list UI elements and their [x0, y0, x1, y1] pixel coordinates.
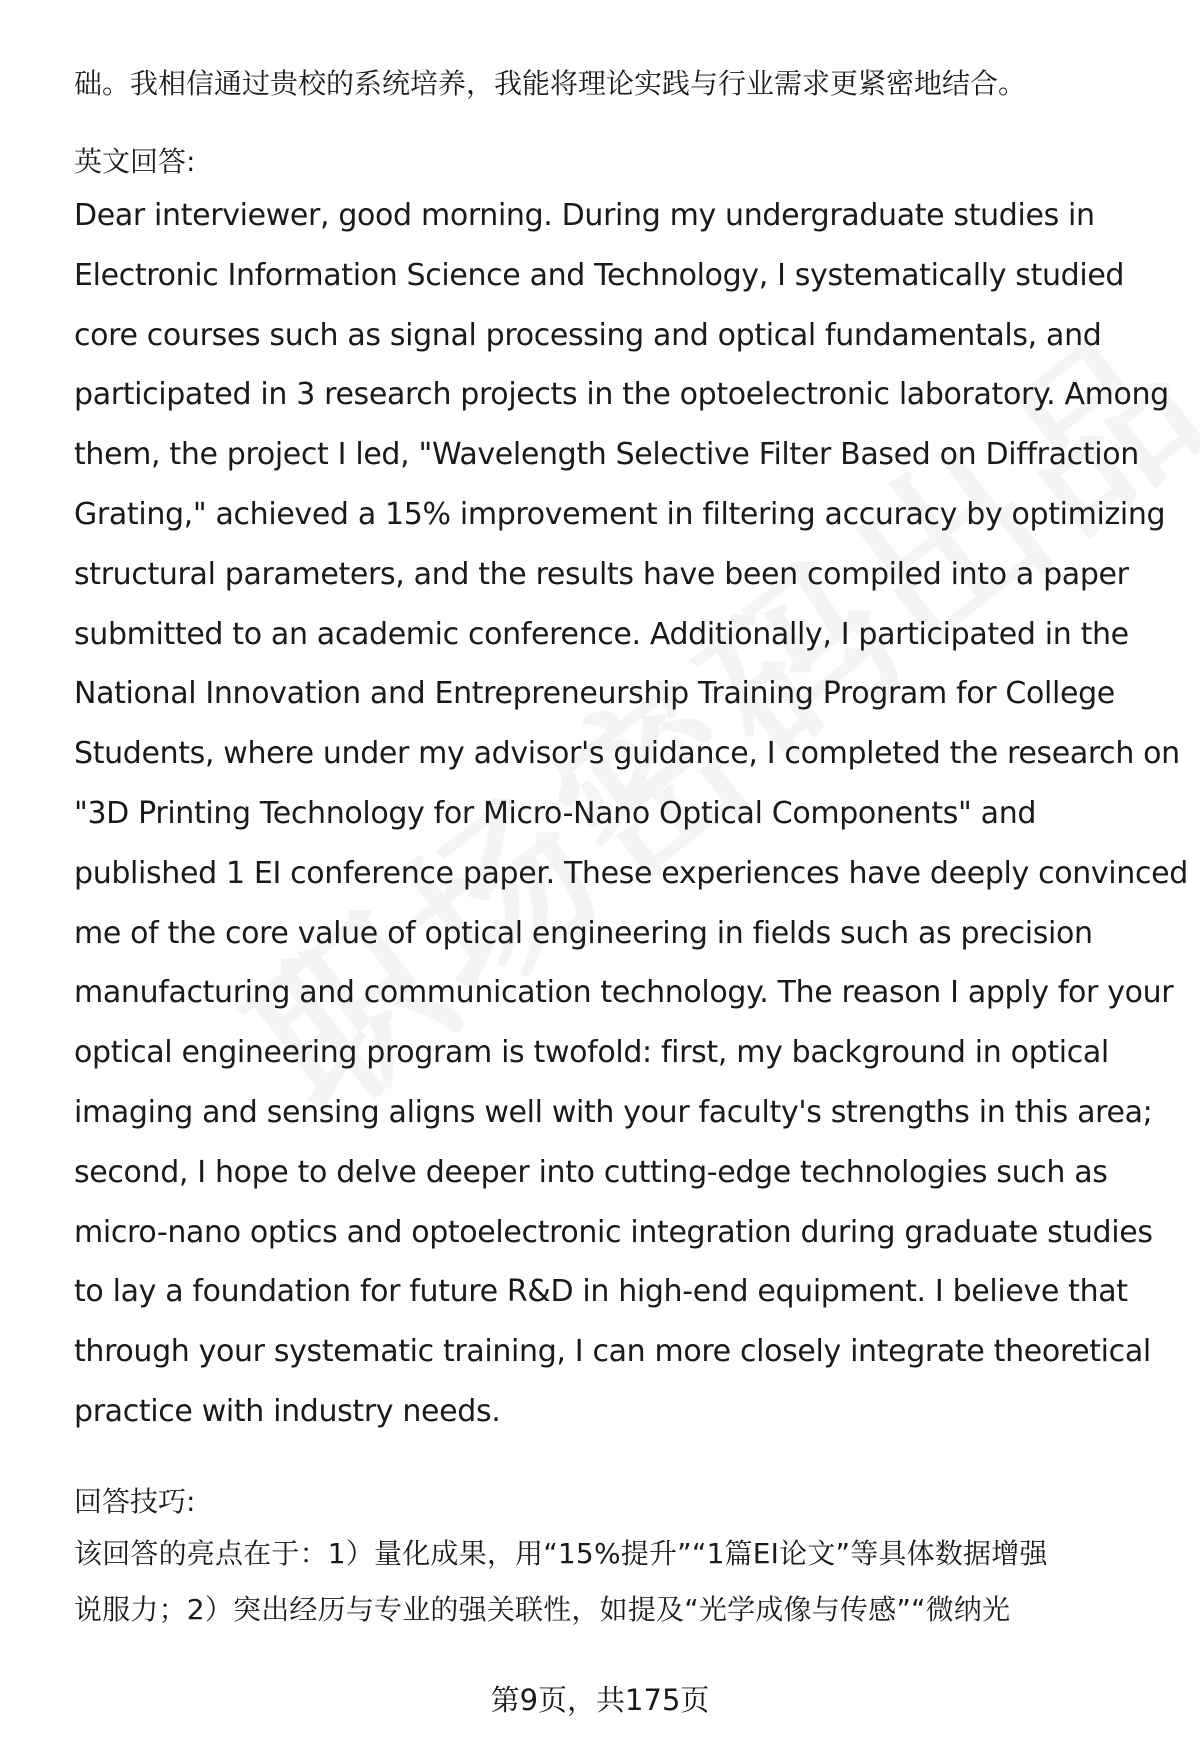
english-answer-line: micro-nano optics and optoelectronic integration during graduate studies	[74, 1214, 1153, 1250]
english-answer-label: 英文回答:	[74, 145, 196, 178]
english-answer-line: to lay a foundation for future R&D in high-end equipment. I believe that	[74, 1274, 1128, 1310]
english-answer-section	[74, 138, 1188, 1442]
english-answer-line: Dear interviewer, good morning. During my undergraduate studies in	[74, 198, 1095, 233]
english-answer-line: core courses such as signal processing and optical fundamentals, and	[74, 317, 1102, 353]
answer-tips-section	[74, 1478, 1154, 1638]
english-answer-line: optical engineering program is twofold: first, my background in optical	[74, 1035, 1109, 1071]
continued-paragraph-line: 础。我相信通过贵校的系统培养，我能将理论实践与行业需求更紧密地结合。	[74, 67, 1027, 100]
english-answer-line: structural parameters, and the results have been compiled into a paper	[74, 556, 1129, 592]
page-content	[74, 58, 1188, 1638]
answer-tips-label: 回答技巧:	[74, 1484, 196, 1518]
english-answer-line: imaging and sensing aligns well with your faculty's strengths in this area;	[74, 1094, 1153, 1130]
english-answer-line: practice with industry needs.	[74, 1393, 501, 1429]
english-answer-line: Students, where under my advisor's guidance, I completed the research on	[74, 736, 1180, 772]
answer-tips-line: 说服力；2）突出经历与专业的强关联性，如提及“光学成像与传感”“微纳光	[74, 1592, 1011, 1626]
page-number: 第9页，共175页	[490, 1683, 710, 1717]
english-answer-line: "3D Printing Technology for Micro-Nano Optical Components" and	[74, 795, 1037, 831]
english-answer-line: them, the project I led, "Wavelength Selective Filter Based on Diffraction	[74, 437, 1139, 473]
answer-tips-line: 该回答的亮点在于：1）量化成果，用“15%提升”“1篇EI论文”等具体数据增强	[74, 1536, 1048, 1570]
english-answer-line: Electronic Information Science and Technology, I systematically studied	[74, 257, 1125, 293]
english-answer-line: manufacturing and communication technology. The reason I apply for your	[74, 975, 1174, 1011]
english-answer-line: National Innovation and Entrepreneurship Training Program for College	[74, 676, 1115, 712]
english-answer-line: second, I hope to delve deeper into cutting-edge technologies such as	[74, 1154, 1108, 1190]
english-answer-line: Grating," achieved a 15% improvement in filtering accuracy by optimizing	[74, 496, 1166, 532]
english-answer-line: me of the core value of optical engineering in fields such as precision	[74, 915, 1093, 951]
english-answer-line: submitted to an academic conference. Additionally, I participated in the	[74, 616, 1129, 652]
english-answer-body	[74, 186, 1188, 1442]
english-answer-line: through your systematic training, I can more closely integrate theoretical	[74, 1334, 1151, 1370]
english-answer-line: published 1 EI conference paper. These experiences have deeply convinced	[74, 855, 1188, 891]
english-answer-line: participated in 3 research projects in the optoelectronic laboratory. Among	[74, 377, 1169, 413]
